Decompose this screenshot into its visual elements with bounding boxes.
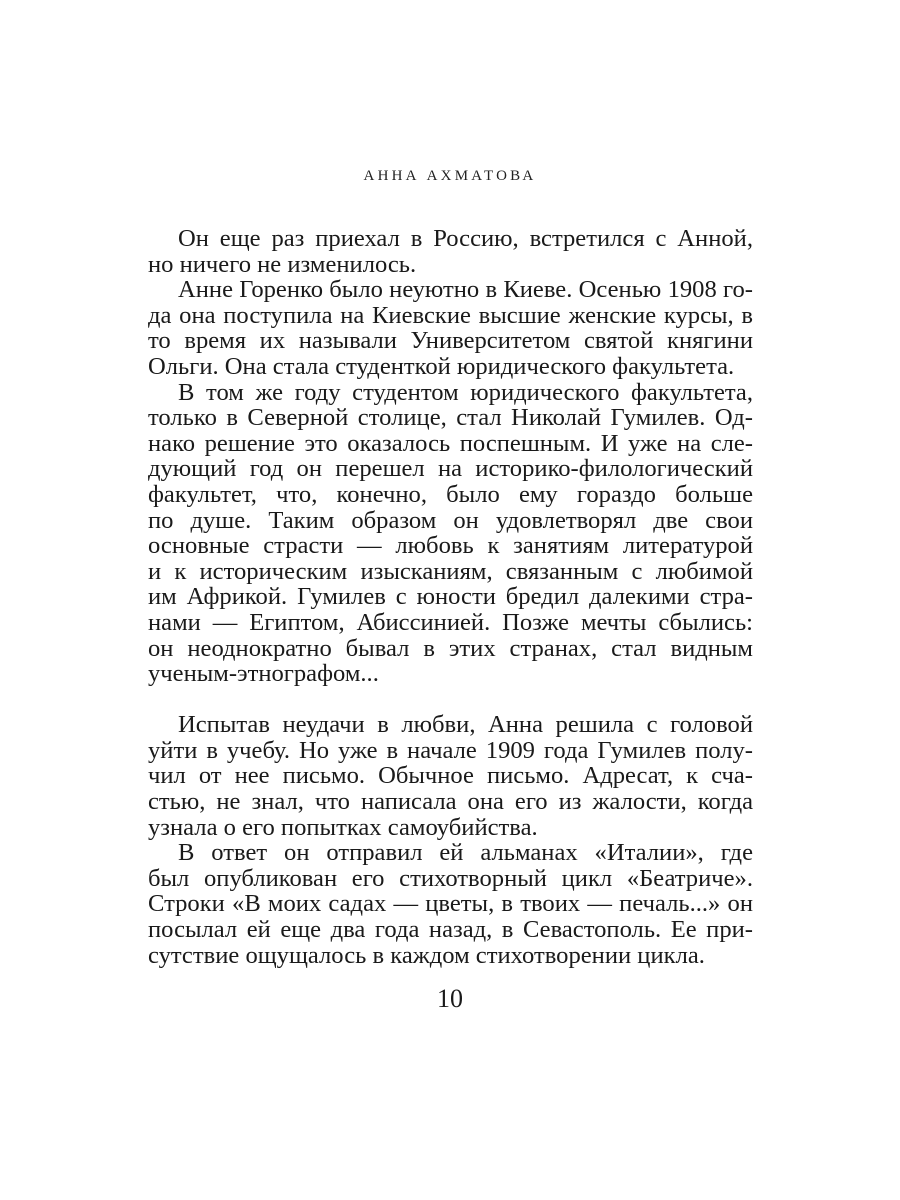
section-break: [148, 687, 753, 713]
text-line: нако решение это оказалось поспешным. И уже на сле-: [148, 429, 753, 457]
text-line: факультет, что, конечно, было ему гораздо больше: [148, 480, 753, 508]
text-line: чил от нее письмо. Обычное письмо. Адресат, к сча-: [148, 762, 753, 790]
text-line: но ничего не изменилось.: [148, 250, 417, 278]
text-line: Испытав неудачи в любви, Анна решила с головой: [178, 711, 753, 739]
text-line: нами — Египтом, Абиссинией. Позже мечты сбылись:: [148, 608, 753, 636]
text-line: В том же году студентом юридического факультета,: [178, 378, 753, 406]
text-line: то время их называли Университетом святой княгини: [148, 327, 753, 355]
text-line: сутствие ощущалось в каждом стихотворении цикла.: [148, 941, 705, 969]
text-line: узнала о его попытках самоубийства.: [148, 813, 538, 841]
text-line: он неоднократно бывал в этих странах, стал видным: [148, 634, 753, 662]
page-number: 10: [437, 984, 463, 1013]
text-line: Строки «В моих садах — цветы, в твоих — печаль...» он: [148, 890, 753, 918]
text-line: Анне Горенко было неуютно в Киеве. Осенью 1908 го-: [178, 276, 753, 304]
text-line: по душе. Таким образом он удовлетворял две свои: [148, 506, 753, 534]
text-line: посылал ей еще два года назад, в Севастополь. Ее при-: [148, 916, 753, 944]
paragraph-1: [148, 226, 753, 277]
body-text: [148, 226, 753, 968]
text-line: да она поступила на Киевские высшие женские курсы, в: [148, 301, 753, 329]
text-line: уйти в учебу. Но уже в начале 1909 года Гумилев полу-: [148, 736, 753, 764]
paragraph-2: [148, 277, 753, 379]
running-head: АННА АХМАТОВА: [363, 168, 537, 184]
text-line: стью, не знал, что написала она его из жалости, когда: [148, 788, 753, 816]
text-line: и к историческим изысканиям, связанным с любимой: [148, 557, 753, 585]
paragraph-3: [148, 380, 753, 687]
text-line: Ольги. Она стала студенткой юридического факультета.: [148, 352, 735, 380]
text-line: был опубликован его стихотворный цикл «Беатриче».: [148, 864, 753, 892]
text-line: основные страсти — любовь к занятиям литературой: [148, 532, 753, 560]
text-line: только в Северной столице, стал Николай Гумилев. Од-: [148, 404, 753, 432]
text-line: дующий год он перешел на историко-филологический: [148, 455, 753, 483]
paragraph-4: [148, 712, 753, 840]
text-line: В ответ он отправил ей альманах «Италии», где: [178, 839, 753, 867]
paragraph-5: [148, 840, 753, 968]
text-line: ученым-этнографом...: [148, 660, 379, 688]
text-line: Он еще раз приехал в Россию, встретился с Анной,: [178, 225, 753, 252]
text-line: им Африкой. Гумилев с юности бредил далекими стра-: [148, 583, 753, 611]
